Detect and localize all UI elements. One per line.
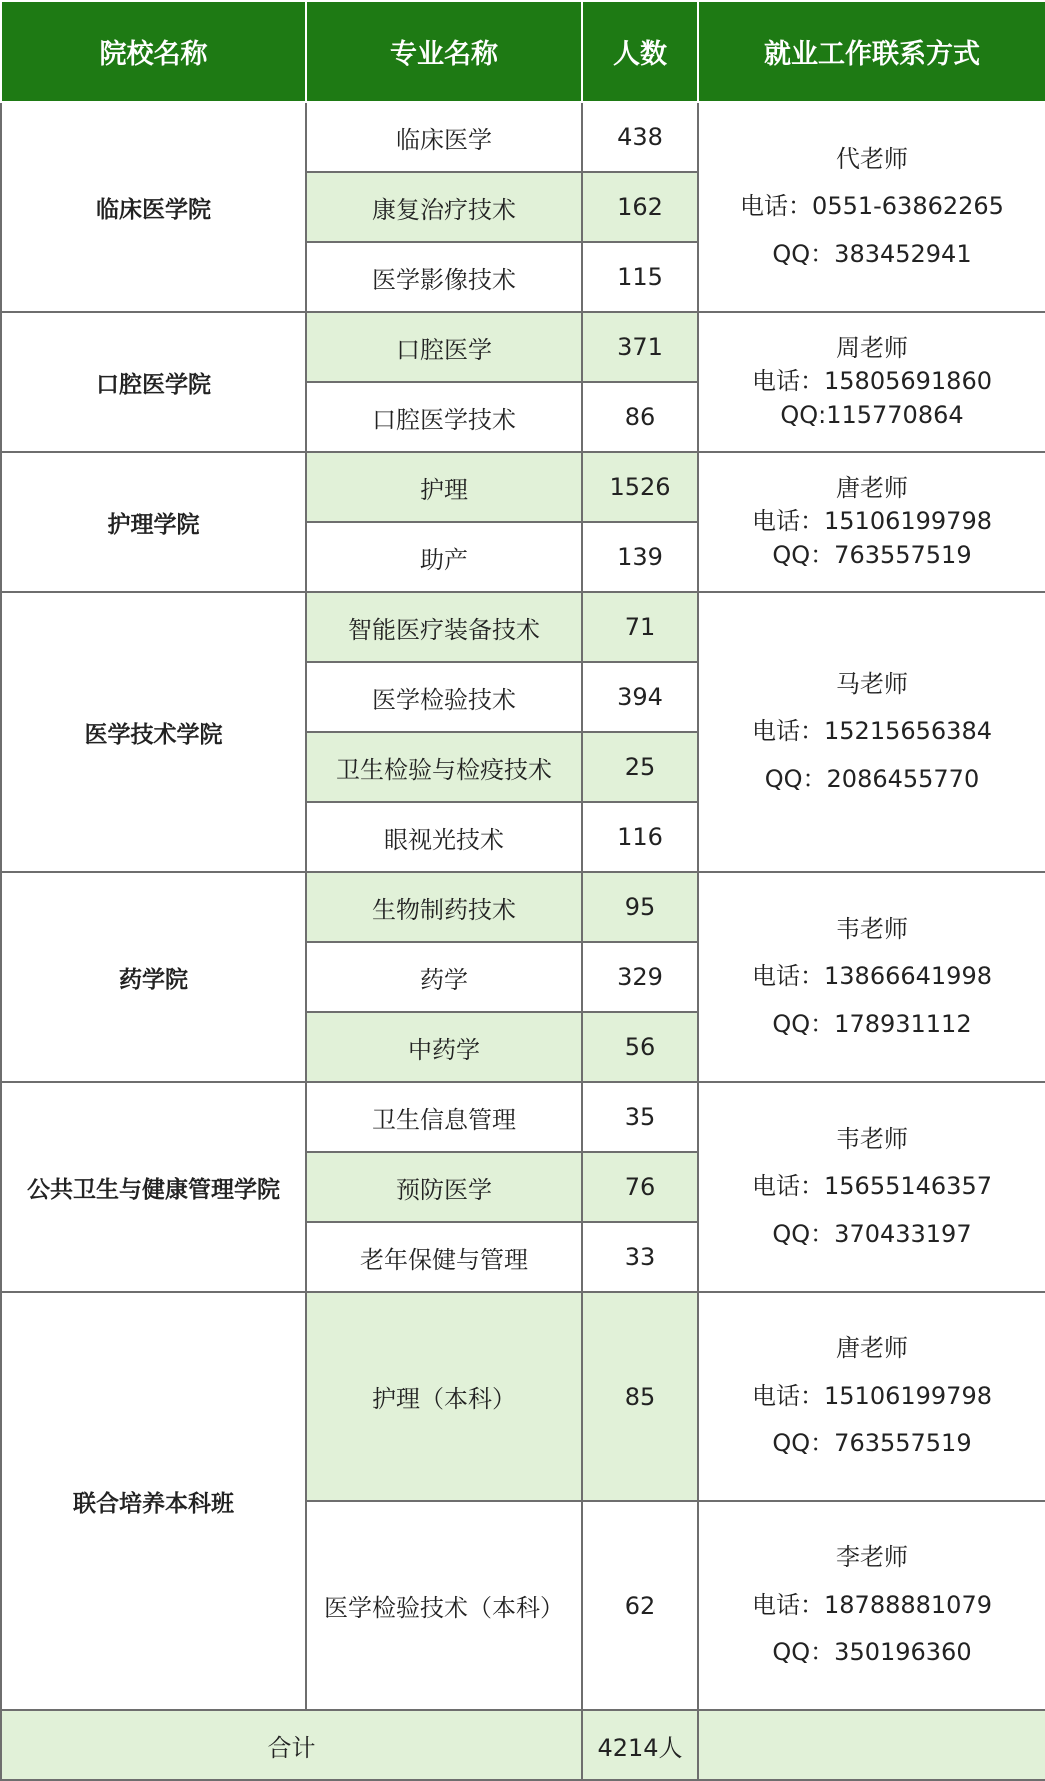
student-count: 329 — [582, 942, 698, 1012]
school-name: 临床医学院 — [1, 102, 306, 312]
contact-cell — [698, 1082, 1045, 1292]
student-count: 35 — [582, 1082, 698, 1152]
qq-number: QQ:115770864 — [780, 400, 964, 429]
student-count: 33 — [582, 1222, 698, 1292]
phone-number: 电话：15106199798 — [752, 1381, 992, 1410]
student-count: 438 — [582, 102, 698, 172]
phone-number: 电话：18788881079 — [752, 1590, 992, 1619]
table-row — [1, 452, 1045, 522]
table-row — [1, 592, 1045, 662]
major-name: 护理 — [306, 452, 582, 522]
major-name: 护理（本科） — [306, 1292, 582, 1501]
school-name: 药学院 — [1, 872, 306, 1082]
major-name: 生物制药技术 — [306, 872, 582, 942]
major-name: 智能医疗装备技术 — [306, 592, 582, 662]
teacher-name: 马老师 — [836, 669, 908, 698]
student-count: 86 — [582, 382, 698, 452]
qq-number: QQ：763557519 — [772, 1429, 972, 1458]
total-count: 4214人 — [582, 1710, 698, 1780]
teacher-name: 代老师 — [836, 144, 908, 173]
school-name: 公共卫生与健康管理学院 — [1, 1082, 306, 1292]
major-name: 临床医学 — [306, 102, 582, 172]
student-count: 85 — [582, 1292, 698, 1501]
header-row — [1, 1, 1045, 102]
qq-number: QQ：2086455770 — [764, 764, 980, 793]
major-name: 康复治疗技术 — [306, 172, 582, 242]
header-count: 人数 — [582, 1, 698, 102]
header-school: 院校名称 — [1, 1, 306, 102]
contact-cell — [698, 102, 1045, 312]
phone-number: 电话：15805691860 — [752, 367, 992, 396]
teacher-name: 唐老师 — [836, 1334, 908, 1363]
major-name: 眼视光技术 — [306, 802, 582, 872]
phone-number: 电话：13866641998 — [752, 962, 992, 991]
student-count: 162 — [582, 172, 698, 242]
major-name: 助产 — [306, 522, 582, 592]
table-row — [1, 312, 1045, 382]
student-count: 139 — [582, 522, 698, 592]
teacher-name: 唐老师 — [836, 473, 908, 502]
student-count: 62 — [582, 1501, 698, 1710]
total-contact — [698, 1710, 1045, 1780]
major-name: 口腔医学 — [306, 312, 582, 382]
student-count: 115 — [582, 242, 698, 312]
major-name: 药学 — [306, 942, 582, 1012]
major-name: 医学检验技术 — [306, 662, 582, 732]
phone-number: 电话：0551-63862265 — [740, 192, 1004, 221]
student-count: 76 — [582, 1152, 698, 1222]
major-name: 卫生信息管理 — [306, 1082, 582, 1152]
teacher-name: 韦老师 — [836, 914, 908, 943]
qq-number: QQ：383452941 — [772, 239, 972, 268]
teacher-name: 周老师 — [836, 333, 908, 362]
qq-number: QQ：763557519 — [772, 540, 972, 569]
teacher-name: 李老师 — [836, 1543, 908, 1572]
contact-cell — [698, 592, 1045, 872]
student-count: 371 — [582, 312, 698, 382]
student-count: 71 — [582, 592, 698, 662]
major-name: 老年保健与管理 — [306, 1222, 582, 1292]
phone-number: 电话：15655146357 — [752, 1172, 992, 1201]
header-contact: 就业工作联系方式 — [698, 1, 1045, 102]
contact-cell — [698, 312, 1045, 452]
contact-cell — [698, 1501, 1045, 1710]
major-name: 口腔医学技术 — [306, 382, 582, 452]
contact-cell — [698, 1292, 1045, 1501]
total-label: 合计 — [1, 1710, 582, 1780]
student-count: 95 — [582, 872, 698, 942]
qq-number: QQ：370433197 — [772, 1219, 972, 1248]
major-name: 医学影像技术 — [306, 242, 582, 312]
major-name: 医学检验技术（本科） — [306, 1501, 582, 1710]
student-count: 25 — [582, 732, 698, 802]
table-row — [1, 872, 1045, 942]
school-name: 口腔医学院 — [1, 312, 306, 452]
contact-cell — [698, 452, 1045, 592]
major-name: 卫生检验与检疫技术 — [306, 732, 582, 802]
school-name: 护理学院 — [1, 452, 306, 592]
school-name: 联合培养本科班 — [1, 1292, 306, 1710]
table-row — [1, 1082, 1045, 1152]
qq-number: QQ：350196360 — [772, 1638, 972, 1667]
phone-number: 电话：15106199798 — [752, 507, 992, 536]
table-row — [1, 102, 1045, 172]
phone-number: 电话：15215656384 — [752, 717, 992, 746]
major-name: 预防医学 — [306, 1152, 582, 1222]
teacher-name: 韦老师 — [836, 1124, 908, 1153]
header-major: 专业名称 — [306, 1, 582, 102]
total-row — [1, 1710, 1045, 1780]
student-count: 394 — [582, 662, 698, 732]
contact-cell — [698, 872, 1045, 1082]
qq-number: QQ：178931112 — [772, 1009, 972, 1038]
student-count: 116 — [582, 802, 698, 872]
student-count: 1526 — [582, 452, 698, 522]
student-count: 56 — [582, 1012, 698, 1082]
school-name: 医学技术学院 — [1, 592, 306, 872]
major-name: 中药学 — [306, 1012, 582, 1082]
